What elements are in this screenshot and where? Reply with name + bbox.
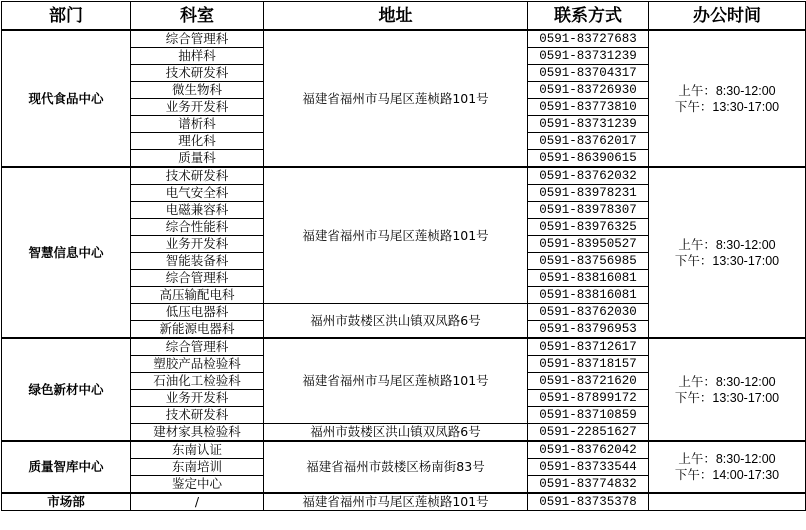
phone-number: 0591-83978231 (528, 185, 649, 202)
phone-number: 0591-83718157 (528, 356, 649, 373)
phone-number: 0591-83733544 (528, 459, 649, 476)
office-hours (649, 30, 806, 167)
phone-number: 0591-83762042 (528, 441, 649, 459)
department-name: 现代食品中心 (2, 30, 131, 167)
section-name: 谱析科 (131, 116, 264, 133)
header-hours: 办公时间 (649, 2, 806, 31)
phone-number: 0591-86390615 (528, 150, 649, 168)
section-name: 综合管理科 (131, 30, 264, 48)
section-name: 新能源电器科 (131, 321, 264, 339)
phone-number: 0591-83731239 (528, 116, 649, 133)
phone-number: 0591-83712617 (528, 338, 649, 356)
phone-number: 0591-83756985 (528, 253, 649, 270)
address-cell: 福建省福州市马尾区莲桢路101号 (264, 338, 528, 424)
header-dept: 部门 (2, 2, 131, 31)
section-name: / (131, 493, 264, 511)
header-section: 科室 (131, 2, 264, 31)
section-name: 电气安全科 (131, 185, 264, 202)
section-name: 智能装备科 (131, 253, 264, 270)
section-name: 业务开发科 (131, 99, 264, 116)
table-row (2, 30, 806, 48)
section-name: 高压输配电科 (131, 287, 264, 304)
office-hours (649, 338, 806, 441)
phone-number: 0591-83978307 (528, 202, 649, 219)
section-name: 低压电器科 (131, 304, 264, 321)
directory-body (2, 30, 806, 511)
section-name: 理化科 (131, 133, 264, 150)
phone-number: 0591-83816081 (528, 270, 649, 287)
section-name: 东南培训 (131, 459, 264, 476)
phone-number: 0591-83726930 (528, 82, 649, 99)
office-hours (649, 167, 806, 338)
phone-number: 0591-83773810 (528, 99, 649, 116)
header-address: 地址 (264, 2, 528, 31)
section-name: 鉴定中心 (131, 476, 264, 494)
hours-morning: 上午：8:30-12:00 (678, 237, 776, 252)
hours-morning: 上午：8:30-12:00 (678, 452, 776, 466)
address-cell: 福州市鼓楼区洪山镇双凤路6号 (264, 424, 528, 442)
section-name: 业务开发科 (131, 390, 264, 407)
section-name: 技术研发科 (131, 65, 264, 82)
phone-number: 0591-83735378 (528, 493, 649, 511)
section-name: 质量科 (131, 150, 264, 168)
section-name: 塑胶产品检验科 (131, 356, 264, 373)
hours-morning: 上午：8:30-12:00 (678, 374, 776, 389)
phone-number: 0591-83727683 (528, 30, 649, 48)
phone-number: 0591-83762030 (528, 304, 649, 321)
address-cell: 福建省福州市鼓楼区杨南街83号 (264, 441, 528, 493)
section-name: 东南认证 (131, 441, 264, 459)
phone-number: 0591-22851627 (528, 424, 649, 442)
hours-afternoon: 下午：14:00-17:30 (674, 468, 780, 482)
phone-number: 0591-87899172 (528, 390, 649, 407)
header-contact: 联系方式 (528, 2, 649, 31)
section-name: 综合管理科 (131, 270, 264, 287)
department-name: 绿色新材中心 (2, 338, 131, 441)
section-name: 抽样科 (131, 48, 264, 65)
address-cell: 福州市鼓楼区洪山镇双凤路6号 (264, 304, 528, 339)
phone-number: 0591-83721620 (528, 373, 649, 390)
section-name: 业务开发科 (131, 236, 264, 253)
department-name: 智慧信息中心 (2, 167, 131, 338)
header-row (2, 2, 806, 31)
hours-afternoon: 下午：13:30-17:00 (674, 253, 780, 268)
phone-number: 0591-83704317 (528, 65, 649, 82)
office-hours (649, 493, 806, 511)
department-directory-table (1, 1, 806, 511)
phone-number: 0591-83710859 (528, 407, 649, 424)
phone-number: 0591-83950527 (528, 236, 649, 253)
phone-number: 0591-83731239 (528, 48, 649, 65)
phone-number: 0591-83976325 (528, 219, 649, 236)
phone-number: 0591-83816081 (528, 287, 649, 304)
address-cell: 福建省福州市马尾区莲桢路101号 (264, 167, 528, 304)
phone-number: 0591-83796953 (528, 321, 649, 339)
section-name: 综合性能科 (131, 219, 264, 236)
section-name: 微生物科 (131, 82, 264, 99)
section-name: 建材家具检验科 (131, 424, 264, 442)
section-name: 综合管理科 (131, 338, 264, 356)
office-hours (649, 441, 806, 493)
address-cell: 福建省福州市马尾区莲桢路101号 (264, 30, 528, 167)
table-row (2, 167, 806, 185)
phone-number: 0591-83774832 (528, 476, 649, 494)
hours-afternoon: 下午：13:30-17:00 (674, 99, 780, 114)
phone-number: 0591-83762017 (528, 133, 649, 150)
section-name: 技术研发科 (131, 167, 264, 185)
section-name: 技术研发科 (131, 407, 264, 424)
phone-number: 0591-83762032 (528, 167, 649, 185)
section-name: 电磁兼容科 (131, 202, 264, 219)
hours-morning: 上午：8:30-12:00 (678, 83, 776, 98)
section-name: 石油化工检验科 (131, 373, 264, 390)
department-name: 市场部 (2, 493, 131, 511)
table-row (2, 441, 806, 459)
table-row (2, 338, 806, 356)
hours-afternoon: 下午：13:30-17:00 (674, 390, 780, 405)
address-cell: 福建省福州市马尾区莲桢路101号 (264, 493, 528, 511)
department-name: 质量智库中心 (2, 441, 131, 493)
table-row (2, 493, 806, 511)
